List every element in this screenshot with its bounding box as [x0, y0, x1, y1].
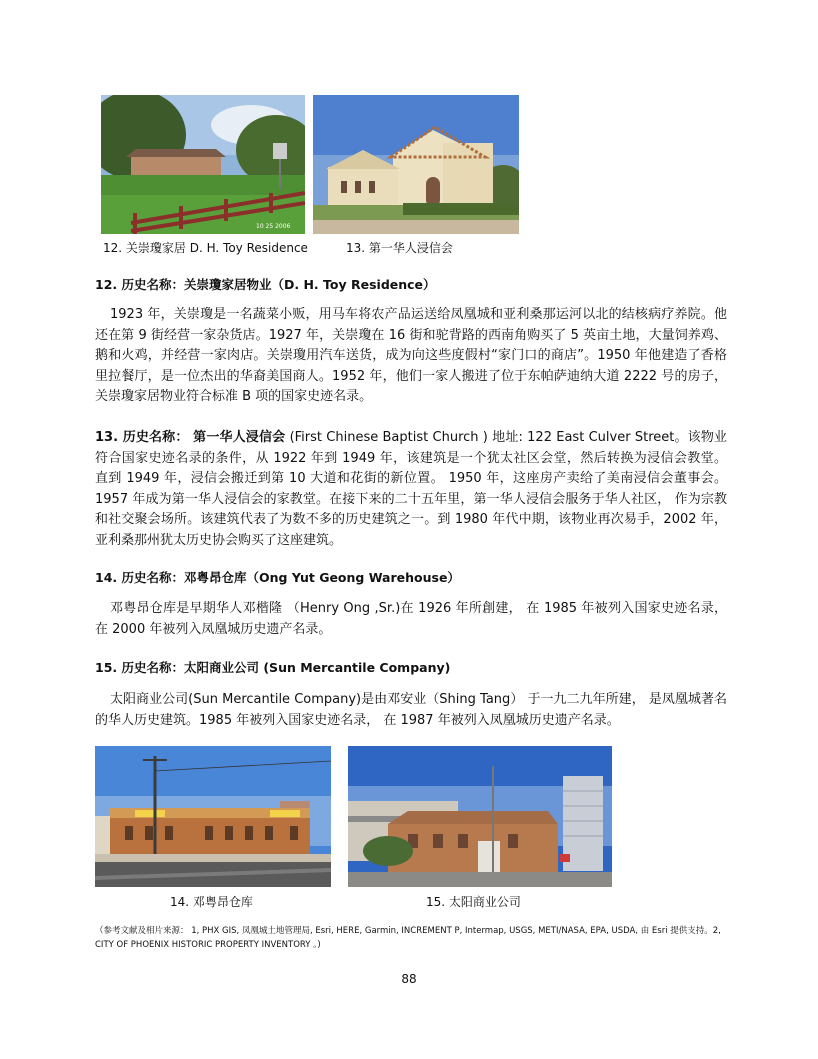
heading-section-14: 14. 历史名称：邓粤昂仓库（Ong Yut Geong Warehouse）	[95, 570, 460, 585]
caption-photo-15: 15. 太阳商业公司	[426, 895, 521, 909]
body-section-14-text: 邓粤昂仓库是早期华人邓楷隆 （Henry Ong ,Sr.)在 1926 年所創建， 在 1985 年被列入国家史迹名录， 在 2000 年被列入凤凰城历史遗产名录。	[95, 601, 727, 637]
photo-chinese-baptist-church	[313, 95, 519, 234]
heading-section-15: 15. 历史名称：太阳商业公司 (Sun Mercantile Company)	[95, 660, 451, 675]
body-section-13	[95, 428, 727, 551]
body-section-14	[95, 599, 727, 640]
body-section-12-text: 1923 年，关崇瓊是一名蔬菜小贩，用马车将农产品运送给凤凰城和亚利桑那运河以北的结核病疗养院。他还在第 9 街经营一家杂货店。1927 年，关崇瓊在 16 街和驼背路的西南角购买了 5 英亩土地，大量饲养鸡、鹅和火鸡，并经营一家肉店。关崇瓊用汽车送货，成为向这些度假村“家门口的商店”。1950 年他建造了香格里拉餐厅，是一位杰出的华裔美国商人。1952 年，他们一家人搬进了位于东帕萨迪纳大道 2222 号的房子，关崇瓊家居物业符合标准 B 项的国家史迹名录。	[95, 307, 727, 404]
body-section-13-text: (First Chinese Baptist Church ) 地址: 122 East Culver Street。该物业符合国家史迹名录的条件，从 1922 年到 1949 年，该建筑是一个犹太社区会堂，然后转换为浸信会教堂。 直到 1949 年，浸信会搬迁到第 10 大道和花街的新位置。 1950 年，这座房产卖给了美南浸信会董事会。 1957 年成为第一华人浸信会的家教堂。在接下来的二十五年里，第一华人浸信会服务于华人社区， 作为宗教和社交聚会场所。该建筑代表了为数不多的历史建筑之一。到 1980 年代中期，该物业再次易手，2002 年，亚利桑那州犹太历史协会购买了这座建筑。	[95, 430, 727, 548]
heading-section-12: 12. 历史名称：关崇瓊家居物业（D. H. Toy Residence）	[95, 277, 436, 292]
body-section-15	[95, 690, 727, 731]
photo-sun-mercantile-company	[348, 746, 612, 887]
caption-photo-12: 12. 关崇瓊家居 D. H. Toy Residence	[103, 241, 308, 255]
body-section-12	[95, 305, 727, 408]
page-number: 88	[401, 972, 417, 986]
photo-toy-residence	[101, 95, 305, 234]
caption-photo-13: 13. 第一华人浸信会	[346, 241, 453, 255]
heading-section-13: 13. 历史名称： 第一华人浸信会	[95, 430, 286, 445]
body-section-15-text: 太阳商业公司(Sun Mercantile Company)是由邓安业（Shing Tang） 于一九二九年所建， 是凤凰城著名的华人历史建筑。1985 年被列入国家史迹名录， 在 1987 年被列入凤凰城历史遗产名录。	[95, 692, 727, 728]
photo-ong-yut-geong-warehouse	[95, 746, 331, 887]
caption-photo-14: 14. 邓粤昂仓库	[170, 895, 253, 909]
source-note: （参考文献及相片来源： 1, PHX GIS, 凤凰城土地管理局, Esri, HERE, Garmin, INCREMENT P, Intermap, USGS, METI/NASA, EPA, USDA, 由 Esri 提供支持。2, CITY OF PHOENIX HISTORIC PROPERTY INVENTORY 。)	[95, 926, 721, 950]
photo-date-stamp: 10 25 2006	[256, 223, 291, 230]
